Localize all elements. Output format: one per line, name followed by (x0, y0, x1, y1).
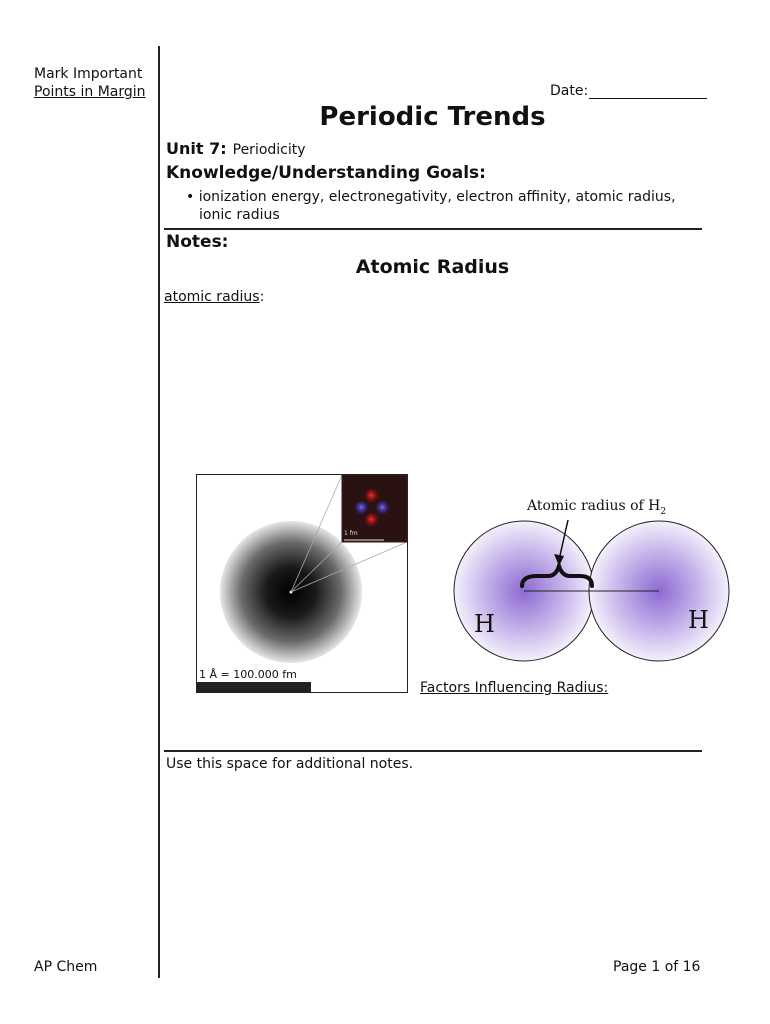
date-blank-line (589, 84, 707, 99)
date-label: Date: (550, 83, 589, 99)
additional-notes-label: Use this space for additional notes. (166, 756, 414, 772)
unit-line (166, 139, 306, 158)
term-colon: : (259, 289, 265, 305)
notes-heading: Notes: (166, 232, 229, 252)
h-label-left: H (474, 610, 495, 638)
h2-caption-text: Atomic radius of H (527, 498, 661, 514)
goal-item: • ionization energy, electronegativity, electron affinity, atomic radius, ionic radius (186, 189, 676, 223)
margin-note-line1: Mark Important (34, 66, 143, 82)
h-label-right: H (688, 606, 709, 634)
scale-bar (197, 682, 311, 692)
notes-divider (164, 750, 702, 752)
atomic-radius-term (164, 289, 264, 305)
page-title: Periodic Trends (319, 102, 546, 132)
factors-label: Factors Influencing Radius: (420, 680, 609, 696)
atom-scale-label: 1 Å = 100.000 fm (199, 668, 297, 681)
margin-note (34, 65, 146, 101)
goals-heading: Knowledge/Understanding Goals: (166, 163, 486, 183)
goals-list (186, 188, 676, 224)
goals-divider (164, 228, 702, 230)
inset-scale-label: 1 fm (344, 530, 358, 537)
unit-name: Periodicity (232, 142, 306, 158)
unit-label: Unit 7: (166, 139, 227, 158)
section-title: Atomic Radius (355, 256, 510, 278)
h2-caption (527, 498, 666, 517)
atomic-radius-term-text: atomic radius (164, 289, 260, 305)
margin-divider (158, 46, 160, 978)
h2-caption-subscript: 2 (660, 506, 667, 517)
margin-note-line2: Points in Margin (34, 84, 146, 100)
atom-scale-figure (196, 474, 408, 693)
footer-page-number: Page 1 of 16 (613, 959, 701, 975)
h2-molecule-figure (452, 494, 732, 666)
footer-course: AP Chem (34, 959, 98, 975)
date-field (550, 83, 707, 99)
